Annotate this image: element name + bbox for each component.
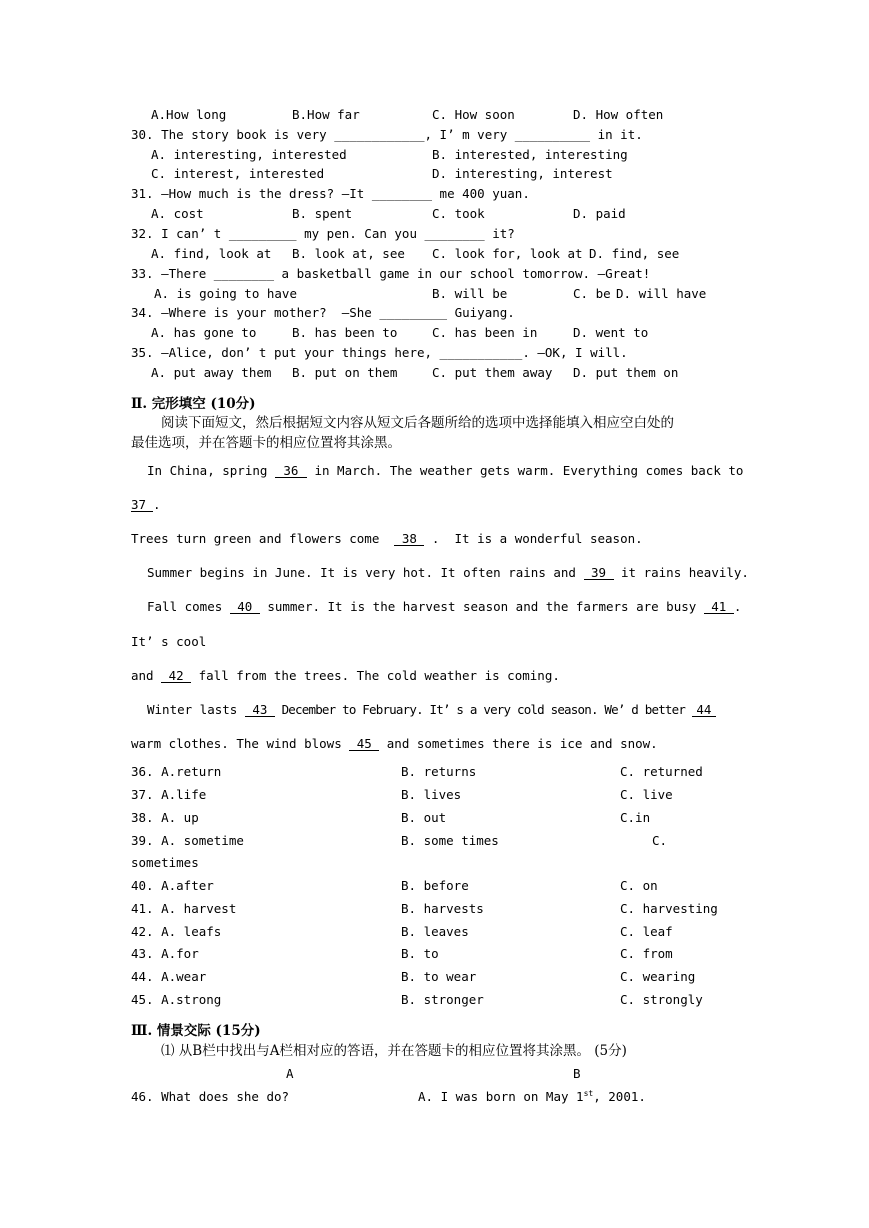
cloze-option-c: C. strongly <box>620 992 703 1007</box>
blank-41: 41 <box>704 600 734 614</box>
answer-option-a: A. I was born on May 1st, 2001. <box>418 1088 646 1104</box>
q29-option-d: D. How often <box>573 107 664 122</box>
cloze-option-a: 42. A. leafs <box>131 924 222 939</box>
blank-43: 43 <box>245 703 275 717</box>
cloze-option-b: B. out <box>401 810 447 825</box>
cloze-option-c: C. wearing <box>620 969 696 984</box>
cloze-option-a: 41. A. harvest <box>131 901 237 916</box>
q30-option-d: D. interesting, interest <box>432 166 613 181</box>
cloze-option-b: B. lives <box>401 787 462 802</box>
column-a-label: A <box>286 1066 294 1081</box>
q33-option-d: D. will have <box>616 286 707 301</box>
q32-question: 32. I can’ t _________ my pen. Can you ________ it? <box>131 226 515 241</box>
q34-option-c: C. has been in <box>432 325 538 340</box>
q33-option-a: A. is going to have <box>154 286 297 301</box>
cloze-option-c: C. live <box>620 787 673 802</box>
cloze-option-b: B. to <box>401 946 439 961</box>
q35-option-b: B. put on them <box>292 365 398 380</box>
cloze-option-c: C. leaf <box>620 924 673 939</box>
cloze-instruction-line-2: 最佳选项，并在答题卡的相应位置将其涂黑。 <box>131 435 401 451</box>
passage-line-5: Fall comes 40 summer. It is the harvest season and the farmers are busy 41 . <box>147 599 742 614</box>
cloze-option-c: C. on <box>620 878 658 893</box>
passage-line-2: 37 . <box>131 497 161 512</box>
cloze-option-b: B. leaves <box>401 924 469 939</box>
q33-option-b: B. will be <box>432 286 508 301</box>
q34-option-a: A. has gone to <box>151 325 257 340</box>
passage-line-3: Trees turn green and flowers come 38 . It is a wonderful season. <box>131 531 643 546</box>
blank-39: 39 <box>584 566 614 580</box>
q35-option-c: C. put them away <box>432 365 553 380</box>
cloze-option-c: C. <box>652 833 668 848</box>
cloze-option-b: B. harvests <box>401 901 484 916</box>
cloze-instruction-line-1: 阅读下面短文，然后根据短文内容从短文后各题所给的选项中选择能填入相应空白处的 <box>161 415 674 431</box>
cloze-option-b: B. before <box>401 878 469 893</box>
q34-option-b: B. has been to <box>292 325 398 340</box>
cloze-option-a: 43. A.for <box>131 946 199 961</box>
cloze-heading: Ⅱ. 完形填空 (10分) <box>131 396 256 412</box>
cloze-option-c: C. returned <box>620 764 703 779</box>
q34-question: 34. —Where is your mother? —She _________ Guiyang. <box>131 305 515 320</box>
dialog-heading: Ⅲ. 情景交际 (15分) <box>131 1023 261 1039</box>
cloze-option-b: B. some times <box>401 833 499 848</box>
q30-option-b: B. interested, interesting <box>432 147 628 162</box>
passage-line-7: and 42 fall from the trees. The cold weather is coming. <box>131 668 560 683</box>
q32-option-c: C. look for, look at <box>432 246 583 261</box>
q30-question: 30. The story book is very ____________, I’ m very __________ in it. <box>131 127 643 142</box>
blank-40: 40 <box>230 600 260 614</box>
q29-option-a: A.How long <box>151 107 227 122</box>
q29-option-c: C. How soon <box>432 107 515 122</box>
blank-42: 42 <box>161 669 191 683</box>
q31-option-d: D. paid <box>573 206 626 221</box>
q31-question: 31. —How much is the dress? —It ________ me 400 yuan. <box>131 186 530 201</box>
blank-37: 37 <box>131 498 153 512</box>
q29-option-b: B.How far <box>292 107 360 122</box>
passage-line-4: Summer begins in June. It is very hot. It often rains and 39 it rains heavily. <box>147 565 749 580</box>
cloze-option-a: 44. A.wear <box>131 969 207 984</box>
q46-question: 46. What does she do? <box>131 1089 290 1104</box>
q32-option-a: A. find, look at <box>151 246 272 261</box>
q31-option-a: A. cost <box>151 206 204 221</box>
q35-question: 35. —Alice, don’ t put your things here, ___________. —OK, I will. <box>131 345 628 360</box>
cloze-option-c: C. harvesting <box>620 901 718 916</box>
q31-option-c: C. took <box>432 206 485 221</box>
passage-line-8: Winter lasts 43 December to February. It’ s a very cold season. We’ d better 44 <box>147 702 716 718</box>
cloze-option-b: B. stronger <box>401 992 484 1007</box>
q33-question: 33. —There ________ a basketball game in our school tomorrow. —Great! <box>131 266 651 281</box>
cloze-option-a: 40. A.after <box>131 878 214 893</box>
cloze-option-a: sometimes <box>131 855 199 870</box>
q34-option-d: D. went to <box>573 325 649 340</box>
q31-option-b: B. spent <box>292 206 353 221</box>
blank-45: 45 <box>349 737 379 751</box>
cloze-option-a: 45. A.strong <box>131 992 222 1007</box>
passage-line-6: It’ s cool <box>131 634 207 649</box>
cloze-option-c: C. from <box>620 946 673 961</box>
q30-option-a: A. interesting, interested <box>151 147 347 162</box>
q35-option-d: D. put them on <box>573 365 679 380</box>
q30-option-c: C. interest, interested <box>151 166 325 181</box>
blank-44: 44 <box>692 703 716 717</box>
cloze-option-b: B. to wear <box>401 969 477 984</box>
blank-38: 38 <box>394 532 424 546</box>
passage-line-9: warm clothes. The wind blows 45 and sometimes there is ice and snow. <box>131 736 658 751</box>
cloze-option-b: B. returns <box>401 764 477 779</box>
passage-line-1: In China, spring 36 in March. The weather gets warm. Everything comes back to <box>147 463 744 478</box>
superscript-st: st <box>583 1088 594 1098</box>
q32-option-b: B. look at, see <box>292 246 405 261</box>
column-b-label: B <box>573 1066 581 1081</box>
cloze-option-c: C.in <box>620 810 651 825</box>
cloze-option-a: 36. A.return <box>131 764 222 779</box>
q33-option-c: C. be <box>573 286 611 301</box>
q32-option-d: D. find, see <box>589 246 680 261</box>
blank-36: 36 <box>275 464 307 478</box>
dialog-instruction: ⑴ 从B栏中找出与A栏相对应的答语，并在答题卡的相应位置将其涂黑。 (5分) <box>161 1043 627 1059</box>
q35-option-a: A. put away them <box>151 365 272 380</box>
cloze-option-a: 38. A. up <box>131 810 199 825</box>
cloze-option-a: 39. A. sometime <box>131 833 244 848</box>
cloze-option-a: 37. A.life <box>131 787 207 802</box>
